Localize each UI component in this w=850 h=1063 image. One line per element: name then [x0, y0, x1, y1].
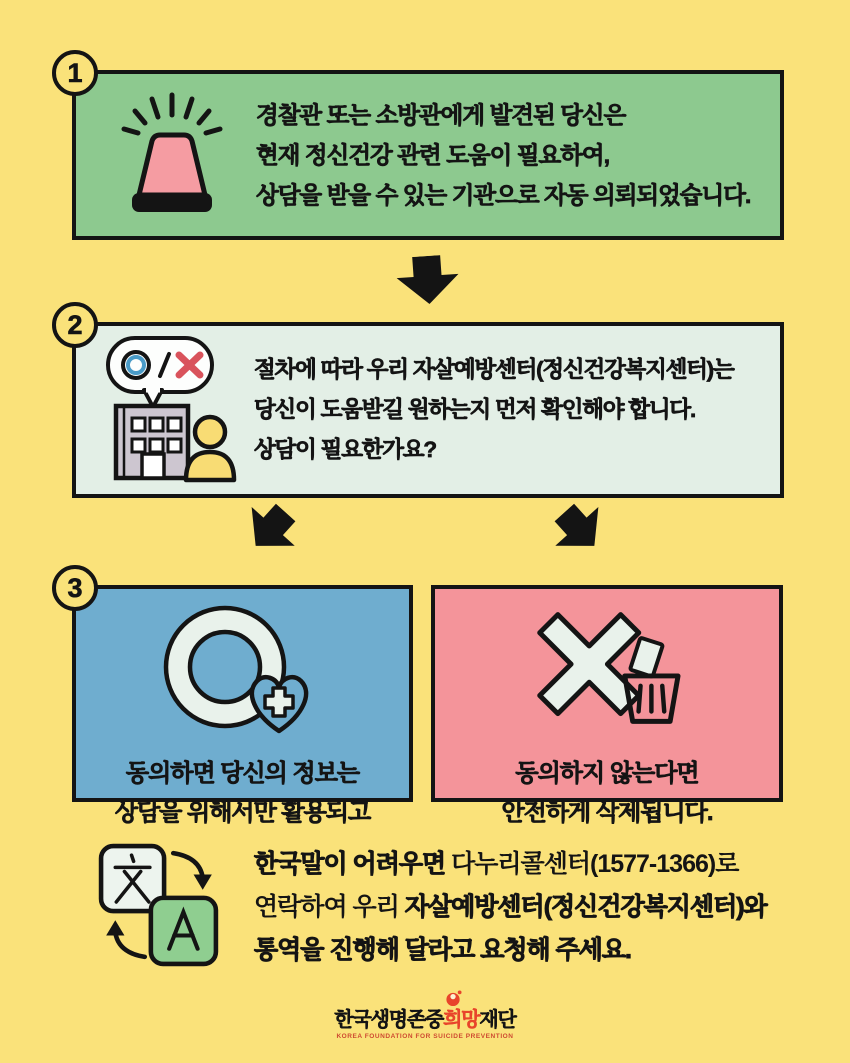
logo-text: 한국생명존중: [334, 1009, 444, 1031]
translation-segment: 한국말이 어려우면: [254, 850, 452, 878]
step1-line: 현재 정신건강 관련 도움이 필요하여,: [256, 142, 610, 168]
decline-line: 동의하지 않는다면: [515, 760, 699, 787]
arrow-down-left-icon: [231, 493, 308, 569]
translation-segment: 연락하여 우리: [254, 893, 405, 921]
step2-box: [67, 309, 784, 498]
translation-segment: 자살예방센터(정신건강복지센터)와: [404, 893, 767, 921]
step3-decline-box: [431, 585, 783, 826]
translation-line: [254, 843, 767, 886]
step1-line: 경찰관 또는 소방관에게 발견된 당신은: [256, 102, 626, 128]
footer-logo: [0, 1003, 850, 1040]
consent-line: 상담을 위해서만 활용되고: [114, 799, 371, 826]
arrow-down-icon: [395, 254, 461, 311]
logo-tagline: KOREA FOUNDATION FOR SUICIDE PREVENTION: [336, 1033, 514, 1040]
logo-person-icon: [445, 989, 462, 1008]
translation-note: [98, 843, 767, 972]
step3-number-badge: 3: [52, 565, 98, 611]
consent-text: [115, 754, 370, 832]
translate-icon: [98, 843, 220, 972]
translation-line: [254, 886, 767, 929]
logo-highlight: [443, 1003, 479, 1032]
step3-consent-box: [67, 572, 413, 826]
siren-icon: [112, 85, 232, 225]
decline-trash-icon: [517, 599, 697, 752]
arrow-down-right-icon: [543, 493, 620, 569]
translation-text: [254, 843, 767, 972]
step2-line: 상담이 필요한가요?: [254, 437, 436, 462]
foundation-logo: [334, 1003, 515, 1032]
step1-line: 상담을 받을 수 있는 기관으로 자동 의뢰되었습니다.: [256, 182, 751, 208]
step2-line: 절차에 따라 우리 자살예방센터(정신건강복지센터)는: [254, 357, 734, 382]
step2-number-badge: 2: [52, 302, 98, 348]
step2-text: [254, 350, 734, 470]
counseling-center-icon: [102, 332, 242, 489]
translation-segment: 다누리콜센터(1577-1366)로: [451, 850, 739, 878]
translation-segment: 통역을 진행해 달라고 요청해 주세요.: [254, 936, 631, 964]
decline-line: 안전하게 삭제됩니다.: [501, 799, 713, 826]
consent-line: 동의하면 당신의 정보는: [125, 760, 360, 787]
consent-heart-icon: [153, 599, 333, 752]
step1-box: [67, 57, 784, 240]
step2-line: 당신이 도움받길 원하는지 먼저 확인해야 합니다.: [254, 397, 696, 422]
logo-highlight-text: 희망: [443, 1009, 480, 1031]
step1-number-badge: 1: [52, 50, 98, 96]
step1-text: [256, 95, 750, 215]
logo-text: 재단: [479, 1009, 516, 1031]
translation-line: [254, 929, 767, 972]
decline-text: [502, 754, 713, 832]
